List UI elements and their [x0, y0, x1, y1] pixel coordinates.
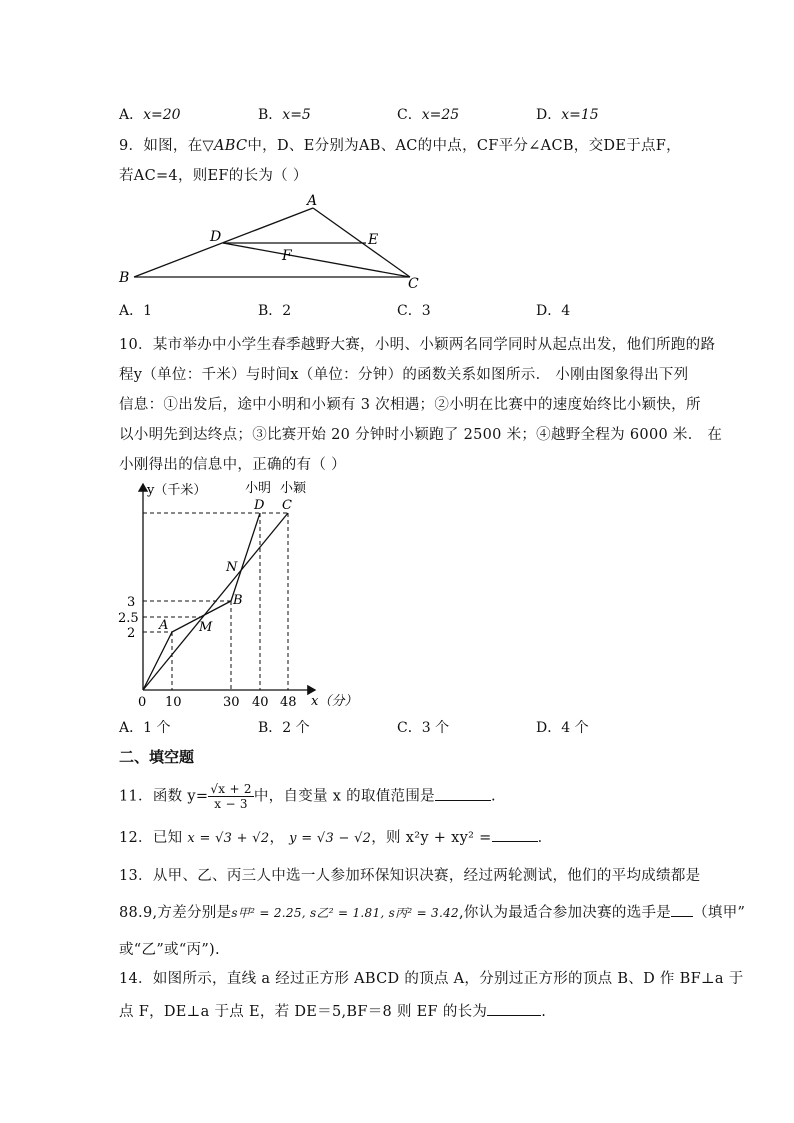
q10-option-d — [536, 717, 589, 737]
q10-line-4: 以小明先到达终点；③比赛开始 20 分钟时小颖跑了 2500 米；④越野全程为 6000 米． 在 — [119, 427, 723, 443]
triangle-symbol: ▽ABC — [202, 138, 248, 154]
q13-suffix: ,你认为最适合参加决赛的选手是 — [458, 905, 672, 921]
x-tick-40: 40 — [252, 695, 269, 710]
option-letter: D． — [536, 720, 562, 736]
option-letter: A． — [119, 303, 144, 319]
point-n: N — [226, 560, 238, 575]
q9-question-line-2: 若AC=4，则EF的长为（ ） — [119, 168, 308, 184]
q12-middle: ，则 x²y + xy² = — [371, 830, 492, 846]
q11-prefix: 11．函数 y= — [119, 788, 209, 805]
q13-line-3: 或“乙”或“丙”). — [119, 942, 220, 958]
q11-fraction — [208, 782, 254, 811]
label-f: F — [282, 248, 292, 264]
q9-triangle-figure — [110, 190, 430, 290]
label-a: A — [307, 193, 318, 209]
q8-option-a — [119, 104, 181, 124]
q13-line-1: 13．从甲、乙、丙三人中选一人参加环保知识决赛，经过两轮测试，他们的平均成绩都是 — [119, 868, 701, 884]
x-axis-label: x（分） — [311, 694, 358, 709]
q9-option-c — [397, 300, 431, 320]
point-d: D — [254, 498, 265, 513]
point-m: M — [199, 620, 213, 635]
x-tick-48: 48 — [280, 695, 297, 710]
option-letter: C． — [397, 107, 422, 123]
y-tick-3: 3 — [127, 595, 136, 610]
section-title: 二、填空题 — [119, 748, 195, 766]
q11-end: . — [490, 788, 496, 805]
q14-line-2 — [119, 1000, 546, 1021]
series-label-xiaoying: 小颖 — [280, 481, 307, 496]
segment-dc — [223, 243, 410, 277]
point-a: A — [159, 618, 169, 633]
option-value: x=25 — [421, 107, 460, 123]
label-b: B — [119, 270, 130, 286]
q12-prefix: 12．已知 — [119, 830, 183, 846]
q13-line-2 — [119, 901, 745, 922]
y-tick-2-5: 2.5 — [118, 611, 139, 626]
option-letter: D． — [536, 303, 562, 319]
answer-blank — [435, 788, 491, 801]
q10-distance-time-graph — [110, 476, 370, 716]
q10-line-5: 小刚得出的信息中，正确的有（ ） — [119, 457, 346, 473]
label-e: E — [368, 232, 379, 248]
y-tick-2: 2 — [127, 626, 136, 641]
answer-blank — [492, 829, 538, 842]
q9-text: 9．如图，在 — [119, 138, 203, 154]
option-value: 4 个 — [561, 720, 589, 736]
x-tick-10: 10 — [165, 695, 182, 710]
q12-line: 12．已知 x = √3 + √2， y = √3 − √2，则 x²y + xy² = ． — [119, 830, 553, 846]
q12-y-expression: y = √3 − √2 — [289, 831, 372, 846]
option-letter: D． — [536, 107, 562, 123]
option-value: 1 个 — [143, 720, 171, 736]
q10-line-1: 10．某市举办中小学生春季越野大赛，小明、小颖两名同学同时从起点出发，他们所跑的路 — [119, 337, 716, 353]
option-letter: B． — [258, 107, 283, 123]
q13-variances: s甲² = 2.25, s乙² = 1.81, s丙² = 3.42 — [231, 906, 459, 920]
q11-suffix: 中，自变量 x 的取值范围是 — [253, 788, 435, 805]
option-value: 1 — [143, 303, 153, 319]
option-letter: C． — [397, 720, 422, 736]
label-d: D — [210, 229, 222, 245]
q13-end: （填甲” — [693, 905, 746, 921]
q14-prefix: 点 F，DE⊥a 于点 E，若 DE＝5,BF＝8 则 EF 的长为 — [119, 1004, 488, 1020]
y-axis-label: y（千米） — [147, 483, 207, 498]
q9-option-b — [258, 300, 291, 320]
q8-option-b — [258, 104, 311, 124]
point-b: B — [233, 593, 243, 608]
q14-line-1: 14．如图所示，直线 a 经过正方形 ABCD 的顶点 A，分别过正方形的顶点 B、D 作 BF⊥a 于 — [119, 971, 744, 987]
answer-blank — [671, 904, 693, 917]
q12-x-expression: x = √3 + √2 — [187, 831, 270, 846]
option-letter: B． — [258, 720, 283, 736]
fraction-denominator: x − 3 — [214, 797, 248, 811]
q10-line-3: 信息：①出发后，途中小明和小颖有 3 次相遇；②小明在比赛中的速度始终比小颖快，所 — [119, 397, 701, 413]
q9-text: 中，D、E分别为AB、AC的中点，CF平分∠ACB，交DE于点F， — [247, 138, 681, 154]
q8-option-d — [536, 104, 599, 124]
option-value: 2 个 — [282, 720, 310, 736]
q12-end: ． — [537, 830, 553, 846]
option-value: 4 — [561, 303, 571, 319]
option-letter: C． — [397, 303, 422, 319]
option-letter: A． — [119, 720, 144, 736]
option-value: x=5 — [282, 107, 311, 123]
q8-option-c — [397, 104, 459, 124]
option-value: x=20 — [143, 107, 181, 123]
q10-option-c — [397, 717, 449, 737]
x-tick-30: 30 — [223, 695, 240, 710]
answer-blank — [487, 1003, 541, 1016]
option-value: 2 — [282, 303, 292, 319]
q14-end: . — [541, 1004, 547, 1020]
q10-line-2: 程y（单位：千米）与时间x（单位：分钟）的函数关系如图所示． 小刚由图象得出下列 — [119, 367, 689, 383]
option-letter: A． — [119, 107, 144, 123]
q10-option-b — [258, 717, 310, 737]
option-value: 3 个 — [421, 720, 450, 736]
label-c: C — [408, 276, 419, 290]
q9-option-d — [536, 300, 570, 320]
q11-line — [119, 782, 496, 811]
q9-option-a — [119, 300, 152, 320]
q9-question-line-1 — [119, 134, 681, 155]
q10-option-a — [119, 717, 170, 737]
fraction-numerator: √x + 2 — [210, 782, 252, 796]
origin-label: 0 — [138, 695, 147, 710]
point-c: C — [282, 498, 292, 513]
q13-prefix: 88.9,方差分别是 — [119, 905, 232, 921]
option-value: x=15 — [561, 107, 599, 123]
option-value: 3 — [421, 303, 431, 319]
series-label-xiaoming: 小明 — [245, 481, 272, 496]
option-letter: B． — [258, 303, 283, 319]
